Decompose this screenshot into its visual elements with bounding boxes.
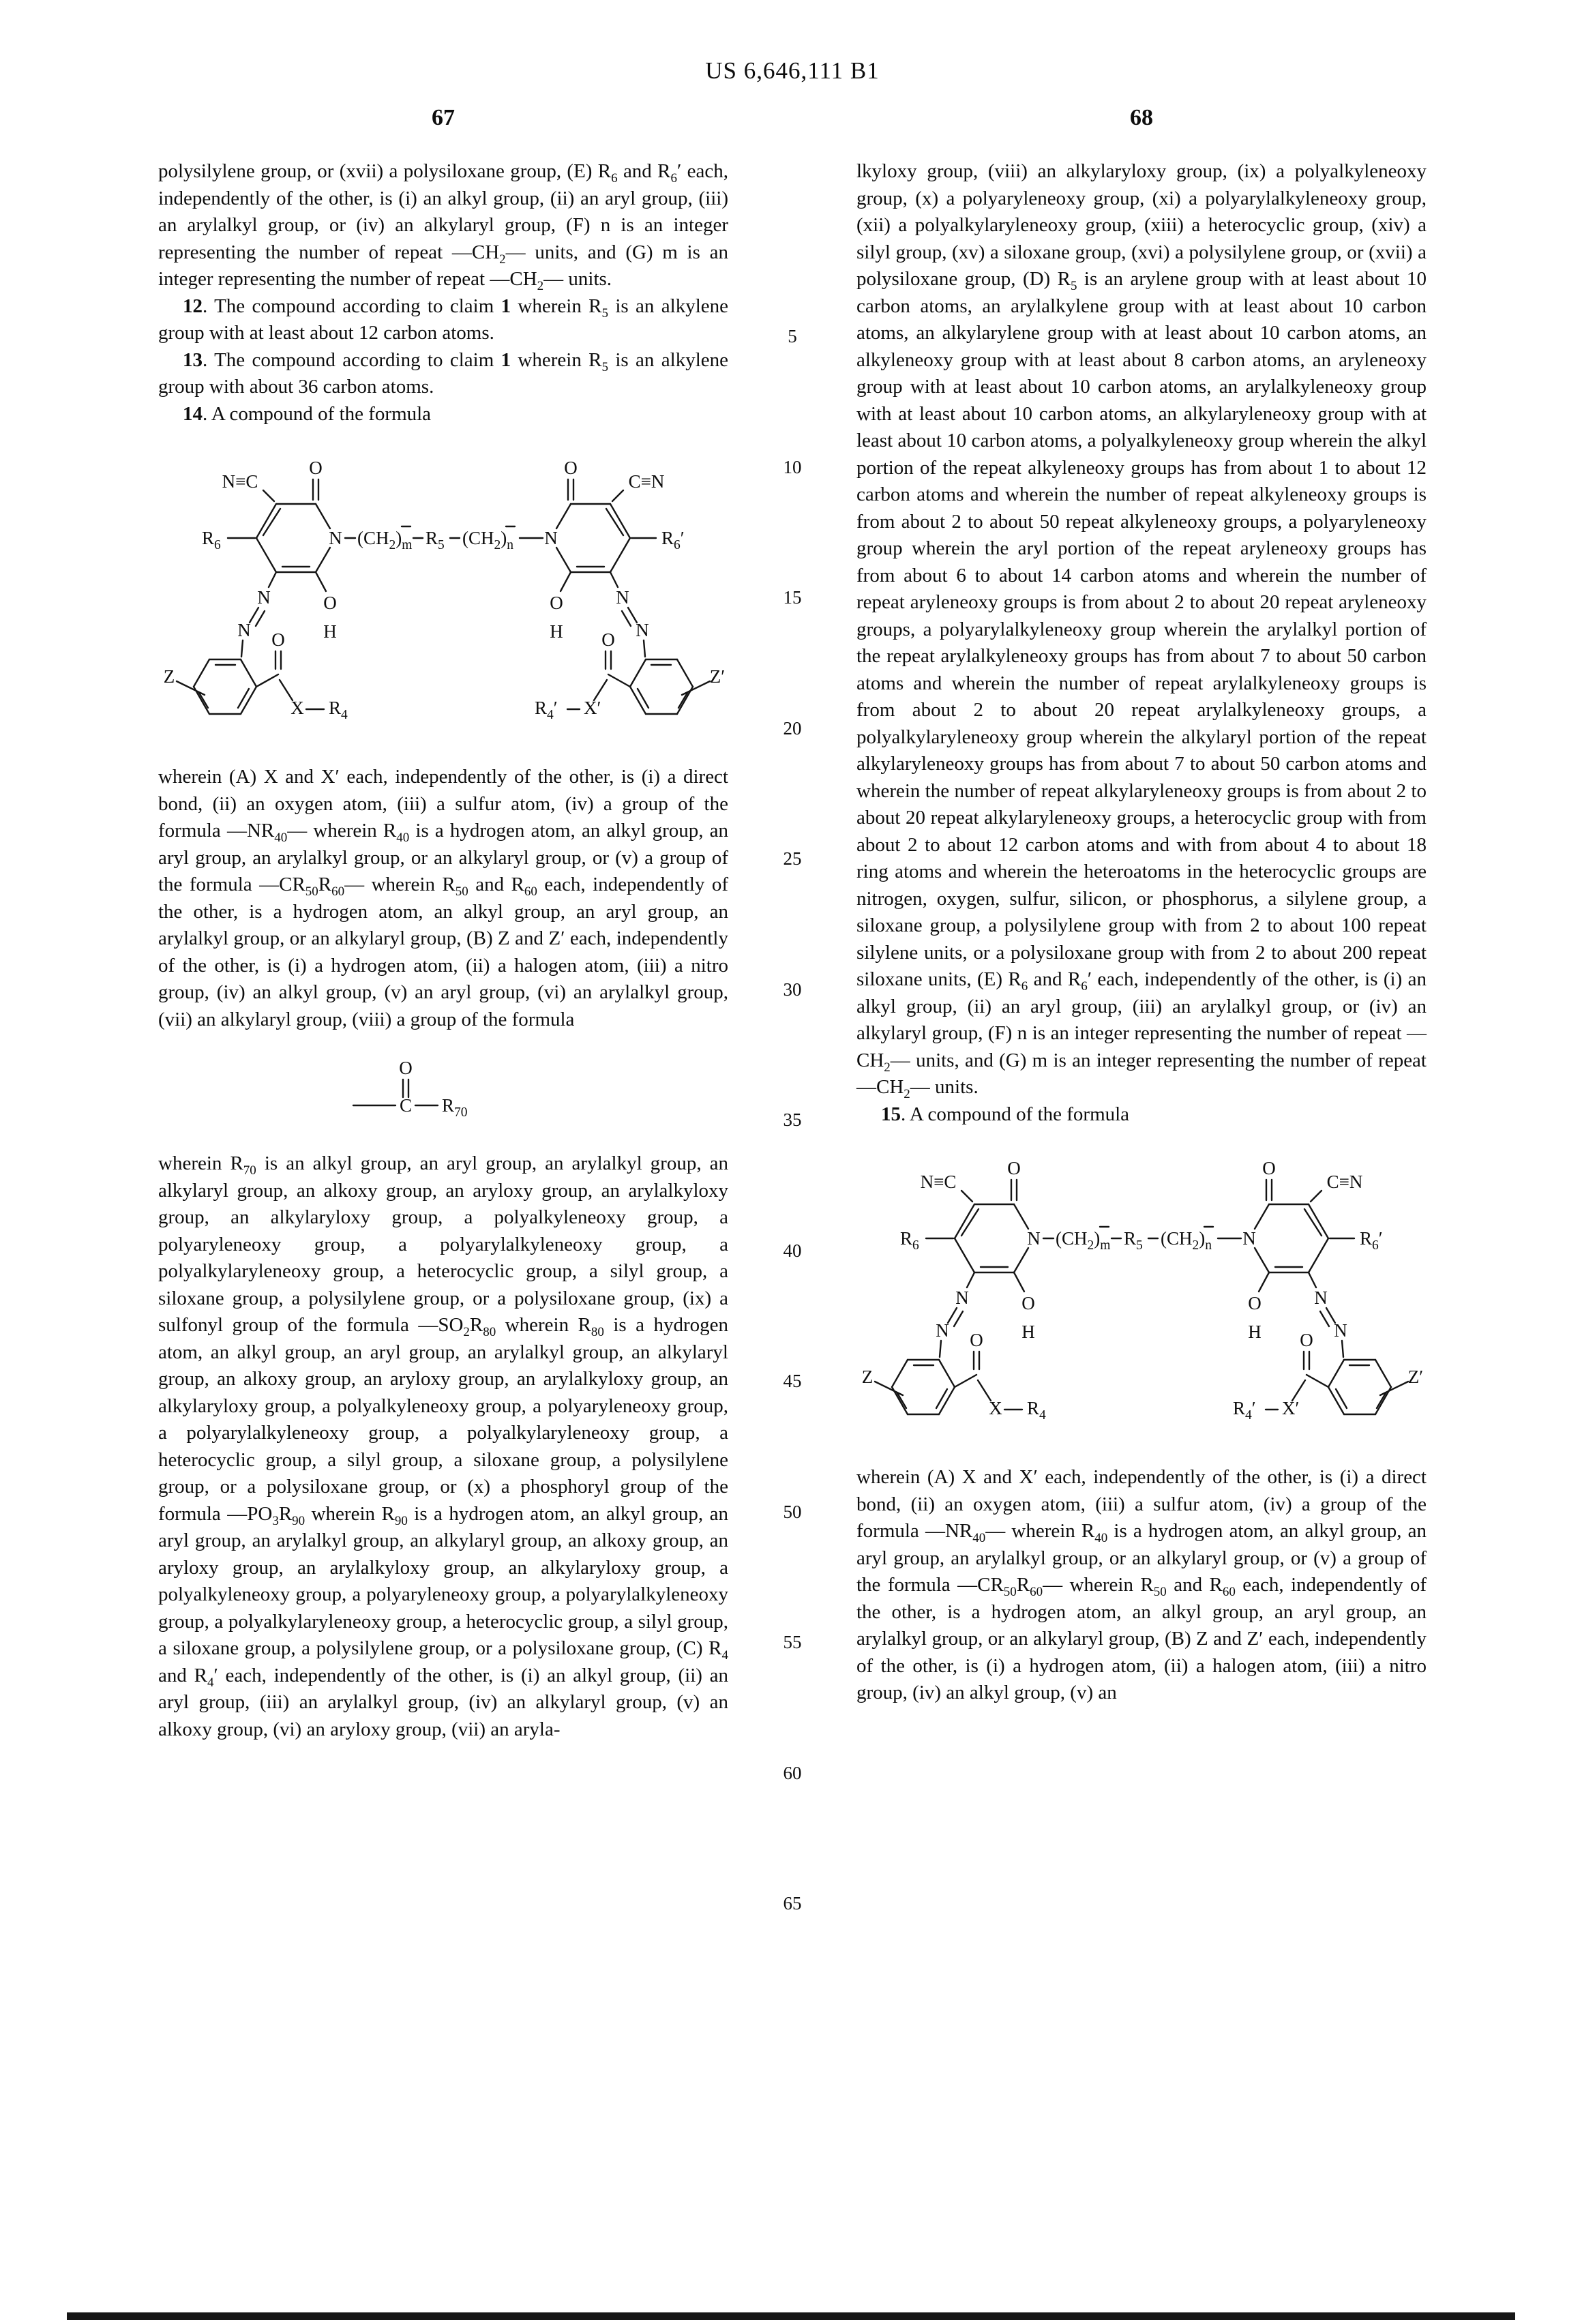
benzoyl-o-left-label: O [970, 1330, 983, 1350]
chain-ch2m-label: $(CH_2)_m$ [1056, 1228, 1111, 1253]
line-number: 35 [783, 1109, 802, 1130]
line-number: 20 [783, 717, 802, 739]
acyl-formula [158, 1056, 728, 1131]
paragraph: wherein (A) X and X′ each, independently of the other, is (i) a direct bond, (ii) an oxygen atom, (iii) a sulfur atom, (iv) a group of the formula $—NR_{40}—$ wherein $R_{40}$ is a hydrogen atom, an alkyl group, an aryl group, an arylalkyl group, or an alkylaryl group, or (v) a group of the formula $—CR_{50}R_{60}—$ wherein $R_{50}$ and $R_{60}$ each, independently of the other, is a hydrogen atom, an alkyl group, an aryl group, an arylalkyl group, or an alkylaryl group, (B) Z and Z′ each, independently of the other, is (i) a hydrogen atom, (ii) a halogen atom, (iii) a nitro group, (iv) an alkyl group, (v) an [856, 1466, 1427, 1703]
carbonyl-o-left-label: O [309, 458, 323, 478]
chemical-structure-claim-14 [158, 447, 728, 743]
acyl-r70-label: $R_{70}$ [442, 1095, 468, 1120]
cyano-right-label: C≡N [1326, 1172, 1363, 1192]
r6-prime-label: $R_6'$ [1360, 1228, 1383, 1253]
x-label: X [290, 698, 304, 718]
cyano-left-label: N≡C [920, 1172, 957, 1192]
ring-n-left-label: N [1027, 1228, 1041, 1249]
acyl-formula-svg [341, 1056, 546, 1131]
enol-o-left-label: O [323, 593, 337, 613]
line-number: 45 [783, 1371, 802, 1391]
azo-n2-right-label: N [1334, 1320, 1347, 1341]
x-prime-label: X′ [1282, 1398, 1300, 1418]
azo-n2-left-label: N [237, 620, 251, 640]
enol-o-right-label: O [550, 593, 563, 613]
paragraph: lkyloxy group, (viii) an alkylaryloxy group, (ix) a polyalkyleneoxy group, (x) a polyaryleneoxy group, (xi) a polyarylalkyleneoxy group, (xii) a polyalkylaryleneoxy group, (xiii) a heterocyclic group, (xiv) a silyl group, (xv) a siloxane group, (xvi) a polysilylene group, or (xvii) a polysiloxane group, (D) $R_5$ is an arylene group with at least about 10 carbon atoms, an arylalkylene group with at least about 10 carbon atoms, an alkylarylene group with at least about 10 carbon atoms, an alkyleneoxy group with at least about 8 carbon atoms, an aryleneoxy group with at least about 10 carbon atoms, an arylalkyleneoxy group with at least about 10 carbon atoms, an alkylaryleneoxy group with at least about 10 carbon atoms, a polyalkyleneoxy group wherein the alkyl portion of the repeat alkyleneoxy groups has from about 1 to about 12 carbon atoms and wherein the number of repeat alkyleneoxy groups is from about 2 to about 50 repeat alkyleneoxy groups, a polyaryleneoxy group wherein the aryl portion of the repeat aryleneoxy groups has from about 6 to about 14 carbon atoms and wherein the number of repeat aryleneoxy groups is from about 2 to about 20 repeat aryleneoxy groups, a polyarylalkyleneoxy group wherein the arylalkyl portion of the repeat arylalkyleneoxy groups has from about 7 to about 50 carbon atoms and wherein the number of repeat arylalkyleneoxy groups is from about 2 to about 20 repeat arylalkyleneoxy groups, a polyalkylaryleneoxy group wherein the alkylaryl portion of the repeat alkylaryleneoxy groups has from about 7 to about 50 carbon atoms and wherein the number of repeat alkylaryleneoxy groups is from about 2 to about 20 repeat alkylaryleneoxy groups, a heterocyclic group with from about 2 to about 12 carbon atoms and with from about 4 to about 18 ring atoms and wherein the heteroatoms in the heterocyclic groups are nitrogen, oxygen, sulfur, silicon, or phosphorus, a silylene group, a siloxane group, a polysilylene group with from 2 to about 100 repeat silylene units, or a polysiloxane group with from 2 to about 200 repeat siloxane units, (E) $R_6$ and $R_6'$ each, independently of the other, is (i) an alkyl group, (ii) an aryl group, (iii) an arylalkyl group, or (iv) an alkylaryl group, (F) n is an integer representing the number of repeat $—CH_2—$ units, and (G) m is an integer representing the number of repeat $—CH_2—$ units. [856, 160, 1427, 1101]
r4-label: $R_4$ [329, 698, 348, 722]
azo-n1-left-label: N [955, 1287, 969, 1308]
cyano-left-label: N≡C [222, 471, 258, 492]
page-bottom-edge [67, 2312, 1515, 2320]
chain-r5-label: $R_5$ [1124, 1228, 1143, 1253]
left-column-blocks [158, 158, 728, 1743]
chain-ch2n-label: $(CH_2)_n$ [1161, 1228, 1212, 1253]
line-number: 50 [783, 1501, 802, 1522]
r4-prime-label: $R_4'$ [535, 698, 558, 722]
azo-n1-left-label: N [257, 587, 271, 608]
enol-h-right-label: H [550, 621, 563, 642]
paragraph: 12. The compound according to claim 1 wherein $R_5$ is an alkylene group with at least about 12 carbon atoms. [158, 295, 728, 344]
right-column-blocks [856, 158, 1427, 1707]
paragraph: wherein (A) X and X′ each, independently of the other, is (i) a direct bond, (ii) an oxygen atom, (iii) a sulfur atom, (iv) a group of the formula $—NR_{40}—$ wherein $R_{40}$ is a hydrogen atom, an alkyl group, an aryl group, an arylalkyl group, or an alkylaryl group, or (v) a group of the formula $—CR_{50}R_{60}—$ wherein $R_{50}$ and $R_{60}$ each, independently of the other, is a hydrogen atom, an alkyl group, an aryl group, an arylalkyl group, or an alkylaryl group, (B) Z and Z′ each, independently of the other, is (i) a hydrogen atom, (ii) a halogen atom, (iii) a nitro group, (iv) an alkyl group, (v) an aryl group, (vi) an arylalkyl group, (vii) an alkylaryl group, (viii) a group of the formula [158, 766, 728, 1030]
line-number-gutter [728, 105, 856, 2219]
enol-h-left-label: H [323, 621, 337, 642]
patent-number-header: US 6,646,111 B1 [705, 57, 880, 84]
r4-label: $R_4$ [1027, 1398, 1046, 1422]
page-content [158, 105, 1427, 2219]
chain-ch2n-label: $(CH_2)_n$ [462, 528, 513, 552]
carbonyl-o-right-label: O [1262, 1158, 1276, 1178]
paragraph: polysilylene group, or (xvii) a polysiloxane group, (E) $R_6$ and $R_6'$ each, independently of the other, is (i) an alkyl group, (ii) an aryl group, (iii) an arylalkyl group, or (iv) an alkylaryl group, (F) n is an integer representing the number of repeat $—CH_2—$ units, and (G) m is an integer representing the number of repeat $—CH_2—$ units. [158, 160, 728, 293]
line-number: 60 [783, 1762, 802, 1783]
benzoyl-o-left-label: O [271, 629, 285, 650]
right-column-number: 68 [1130, 105, 1153, 130]
enol-o-left-label: O [1021, 1293, 1035, 1313]
azo-n2-left-label: N [936, 1320, 949, 1341]
line-number: 65 [783, 1893, 802, 1913]
ring-n-right-label: N [1242, 1228, 1256, 1249]
azo-n2-right-label: N [636, 620, 649, 640]
r6-prime-label: $R_6'$ [661, 528, 685, 552]
left-column-number: 67 [432, 105, 455, 130]
carbonyl-o-left-label: O [1007, 1158, 1021, 1178]
line-number: 55 [783, 1632, 802, 1652]
x-prime-label: X′ [584, 698, 601, 718]
enol-o-right-label: O [1248, 1293, 1262, 1313]
azo-n1-right-label: N [616, 587, 629, 608]
chain-r5-label: $R_5$ [426, 528, 445, 552]
paragraph: 14. A compound of the formula [183, 402, 432, 425]
line-number: 5 [788, 326, 797, 346]
enol-h-left-label: H [1021, 1322, 1035, 1342]
right-column [856, 105, 1427, 1707]
z-prime-label: Z′ [1407, 1367, 1424, 1387]
r6-label: $R_6$ [900, 1228, 919, 1253]
enol-h-right-label: H [1248, 1322, 1262, 1342]
z-label: Z [163, 666, 175, 687]
z-prime-label: Z′ [709, 666, 726, 687]
azo-n1-right-label: N [1314, 1287, 1328, 1308]
ring-n-right-label: N [544, 528, 558, 548]
chemical-structure-svg [158, 447, 728, 740]
left-column [158, 105, 728, 1743]
line-number: 25 [783, 848, 802, 869]
r6-label: $R_6$ [202, 528, 221, 552]
paragraph: 13. The compound according to claim 1 wherein $R_5$ is an alkylene group with about 36 carbon atoms. [158, 348, 728, 398]
line-number: 10 [783, 456, 802, 477]
benzoyl-o-right-label: O [601, 629, 615, 650]
acyl-o-label: O [399, 1058, 413, 1078]
acyl-c-label: C [399, 1095, 413, 1116]
ring-n-left-label: N [329, 528, 342, 548]
line-number: 15 [783, 587, 802, 608]
chemical-structure-svg [856, 1147, 1427, 1440]
paragraph: 15. A compound of the formula [881, 1103, 1130, 1125]
x-label: X [989, 1398, 1002, 1418]
benzoyl-o-right-label: O [1300, 1330, 1313, 1350]
paragraph: wherein $R_{70}$ is an alkyl group, an aryl group, an arylalkyl group, an alkylaryl group, an alkoxy group, an aryloxy group, an arylalkyloxy group, an alkylaryloxy group, a polyalkyleneoxy group, a polyaryleneoxy group, a polyarylalkyleneoxy group, a polyalkylaryleneoxy group, a heterocyclic group, a silyl group, a siloxane group, a polysilylene group, or a polysiloxane group, (ix) a sulfonyl group of the formula $—SO_2R_{80}$ wherein $R_{80}$ is a hydrogen atom, an alkyl group, an aryl group, an arylalkyl group, an alkylaryl group, an alkoxy group, an aryloxy group, an arylalkyloxy group, an alkylaryloxy group, a polyalkyleneoxy group, a polyaryleneoxy group, a polyarylalkyleneoxy group, a polyalkylaryleneoxy group, a heterocyclic group, a silyl group, a siloxane group, a polysilylene group, or a polysiloxane group, or (x) a phosphoryl group of the formula $—PO_3R_{90}$ wherein $R_{90}$ is a hydrogen atom, an alkyl group, an aryl group, an arylalkyl group, an alkylaryl group, an alkoxy group, an aryloxy group, an arylalkyloxy group, an alkylaryloxy group, a polyalkyleneoxy group, a polyaryleneoxy group, a polyarylalkyleneoxy group, a polyalkylaryleneoxy group, a heterocyclic group, a silyl group, a siloxane group, a polysilylene group, or a polysiloxane group, (C) $R_4$ and $R_4'$ each, independently of the other, is (i) an alkyl group, (ii) an aryl group, (iii) an arylalkyl group, (iv) an alkylaryl group, (v) an alkoxy group, (vi) an aryloxy group, (vii) an aryla- [158, 1152, 728, 1740]
cyano-right-label: C≡N [628, 471, 665, 492]
line-number: 30 [783, 979, 802, 1000]
z-label: Z [861, 1367, 874, 1387]
chemical-structure-claim-15 [856, 1147, 1427, 1444]
r4-prime-label: $R_4'$ [1233, 1398, 1256, 1422]
carbonyl-o-right-label: O [564, 458, 578, 478]
chain-ch2m-label: $(CH_2)_m$ [357, 528, 413, 552]
line-number: 40 [783, 1240, 802, 1261]
